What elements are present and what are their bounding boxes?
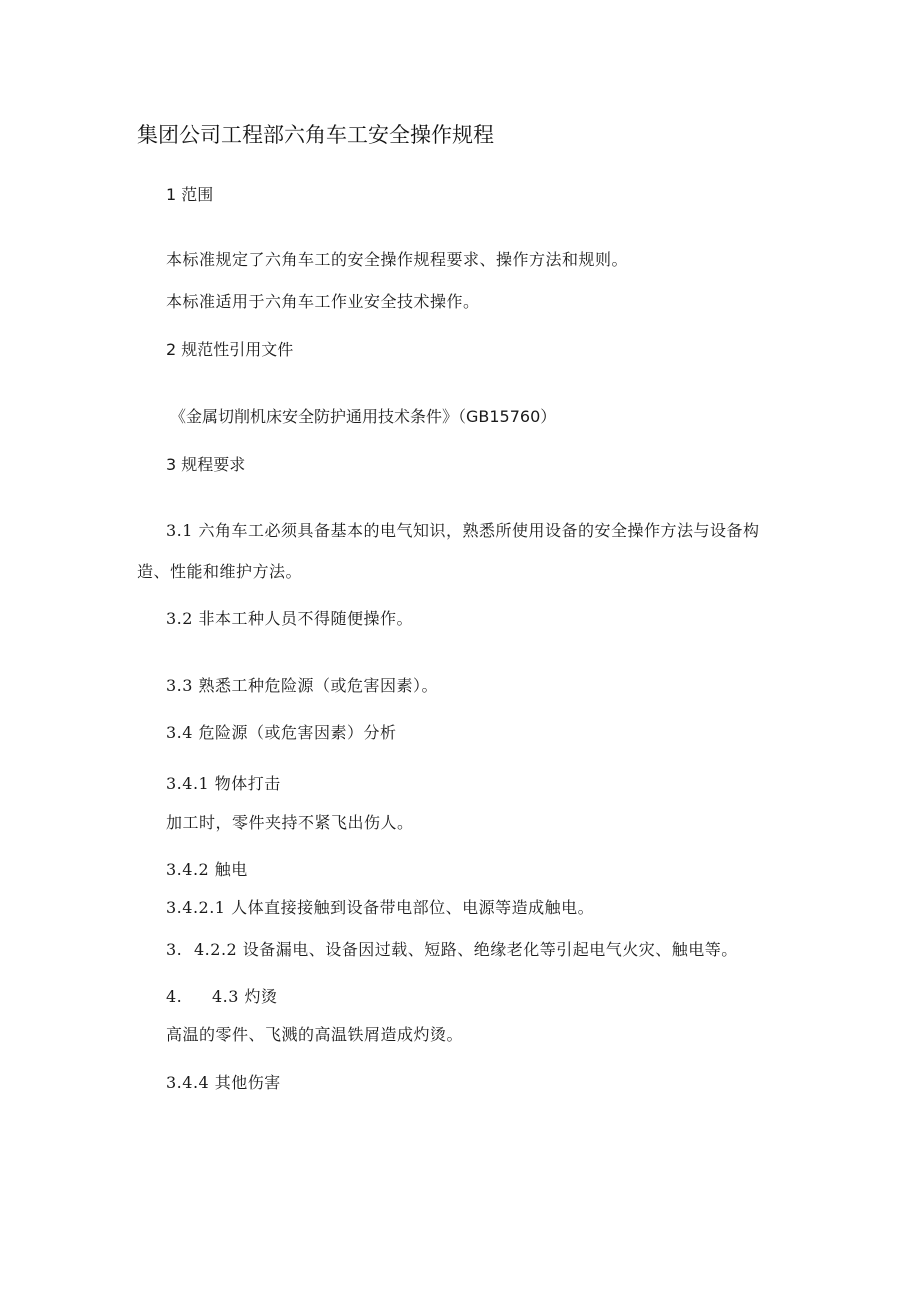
- list-text: 4.2.2 设备漏电、设备因过载、短路、绝缘老化等引起电气火灾、触电等。: [194, 940, 738, 959]
- paragraph-scope-applicability: 本标准适用于六角车工作业安全技术操作。: [166, 292, 480, 311]
- paragraph-3-4-1: 3.4.1 物体打击: [166, 774, 281, 793]
- list-number: 4.: [166, 987, 183, 1006]
- paragraph-3-4-3-body: 高温的零件、飞溅的高温铁屑造成灼烫。: [166, 1025, 464, 1044]
- paragraph-3-4-4: 3.4.4 其他伤害: [166, 1073, 281, 1092]
- paragraph-3-2: 3.2 非本工种人员不得随便操作。: [166, 609, 414, 628]
- paragraph-3-1-line1: 3.1 六角车工必须具备基本的电气知识，熟悉所使用设备的安全操作方法与设备构: [166, 521, 760, 540]
- paragraph-scope-definition: 本标准规定了六角车工的安全操作规程要求、操作方法和规则。: [166, 250, 629, 269]
- paragraph-3-4-3: [166, 987, 278, 1007]
- paragraph-3-4-1-body: 加工时，零件夹持不紧飞出伤人。: [166, 813, 414, 832]
- list-number: 3.: [166, 940, 183, 959]
- paragraph-3-3: 3.3 熟悉工种危险源（或危害因素）。: [166, 676, 439, 695]
- paragraph-3-4-2-1: 3.4.2.1 人体直接接触到设备带电部位、电源等造成触电。: [166, 898, 595, 917]
- paragraph-reference-standard: 《金属切削机床安全防护通用技术条件》（GB15760）: [170, 407, 557, 426]
- section-heading-requirements: 3 规程要求: [166, 455, 246, 474]
- paragraph-3-1-line2: 造、性能和维护方法。: [137, 562, 303, 581]
- paragraph-3-4-2: 3.4.2 触电: [166, 860, 248, 879]
- paragraph-3-4-2-2: [166, 940, 738, 960]
- section-heading-references: 2 规范性引用文件: [166, 340, 294, 359]
- document-title: 集团公司工程部六角车工安全操作规程: [137, 123, 494, 147]
- section-heading-scope: 1 范围: [166, 185, 214, 204]
- paragraph-3-4: 3.4 危险源（或危害因素）分析: [166, 723, 397, 742]
- list-text: 4.3 灼烫: [212, 987, 278, 1006]
